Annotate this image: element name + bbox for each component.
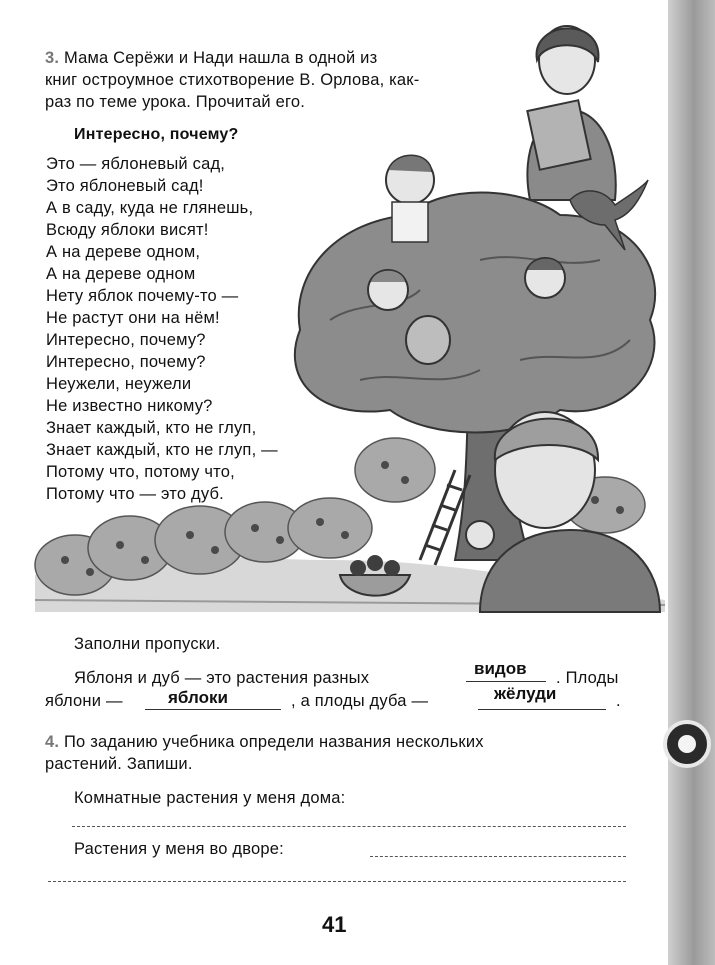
- poem-line: А на дереве одном,: [46, 243, 201, 261]
- task3-number: 3.: [45, 49, 60, 67]
- poem-line: Это яблоневый сад!: [46, 177, 204, 195]
- fill-line-1-start: Яблоня и дуб — это растения разных: [74, 669, 370, 687]
- poem-line: Потому что, потому что,: [46, 463, 235, 481]
- indoor-plants-answer-line[interactable]: [72, 826, 626, 827]
- answer-fruit-oak: жёлуди: [494, 684, 557, 703]
- task3-intro-line-3: раз по теме урока. Прочитай его.: [45, 93, 306, 111]
- yard-plants-answer-line-2[interactable]: [48, 881, 626, 882]
- task3-intro-line-2: книг остроумное стихотворение В. Орлова, как-: [45, 71, 420, 89]
- poem-line: Потому что — это дуб.: [46, 485, 224, 503]
- yard-plants-label: Растения у меня во дворе:: [74, 840, 284, 858]
- poem-line: Интересно, почему?: [46, 331, 206, 349]
- poem-title: Интересно, почему?: [74, 126, 239, 143]
- poem-line: Всюду яблоки висят!: [46, 221, 209, 239]
- yard-plants-answer-line-1[interactable]: [370, 856, 626, 857]
- poem-line: Не известно никому?: [46, 397, 213, 415]
- fill-line-2-start: яблони —: [45, 692, 123, 710]
- answer-fruit-apple: яблоки: [168, 688, 228, 707]
- indoor-plants-label: Комнатные растения у меня дома:: [74, 789, 346, 807]
- poem-line: Знает каждый, кто не глуп,: [46, 419, 257, 437]
- oak-crown: [295, 193, 655, 433]
- poem-line: А в саду, куда не глянешь,: [46, 199, 254, 217]
- poem-line: Нету яблок почему-то —: [46, 287, 239, 305]
- fill-gaps-instruction: Заполни пропуски.: [74, 635, 221, 653]
- task3-intro-line-1: 3. Мама Серёжи и Нади нашла в одной из: [45, 49, 378, 67]
- fill-line-2-middle: , а плоды дуба —: [291, 692, 429, 710]
- poem-line: Неужели, неужели: [46, 375, 192, 393]
- task4-line-1: 4. По заданию учебника определи названия нескольких: [45, 733, 484, 751]
- poem-line: А на дереве одном: [46, 265, 196, 283]
- poem-line: Не растут они на нём!: [46, 309, 220, 327]
- task4-number: 4.: [45, 733, 60, 751]
- answer-fruit-apple-underline: [145, 709, 281, 710]
- poem-line: Это — яблоневый сад,: [46, 155, 226, 173]
- fill-line-1-end: . Плоды: [556, 669, 619, 687]
- poem-line: Интересно, почему?: [46, 353, 206, 371]
- page-number: 41: [322, 912, 347, 937]
- answer-fruit-oak-underline: [478, 709, 606, 710]
- task4-line-2: растений. Запиши.: [45, 755, 193, 773]
- mother-figure: [527, 26, 615, 200]
- poem-line: Знает каждый, кто не глуп, —: [46, 441, 278, 459]
- answer-species: видов: [474, 659, 527, 678]
- answer-species-underline: [466, 681, 546, 682]
- fill-line-2-end: .: [616, 692, 621, 710]
